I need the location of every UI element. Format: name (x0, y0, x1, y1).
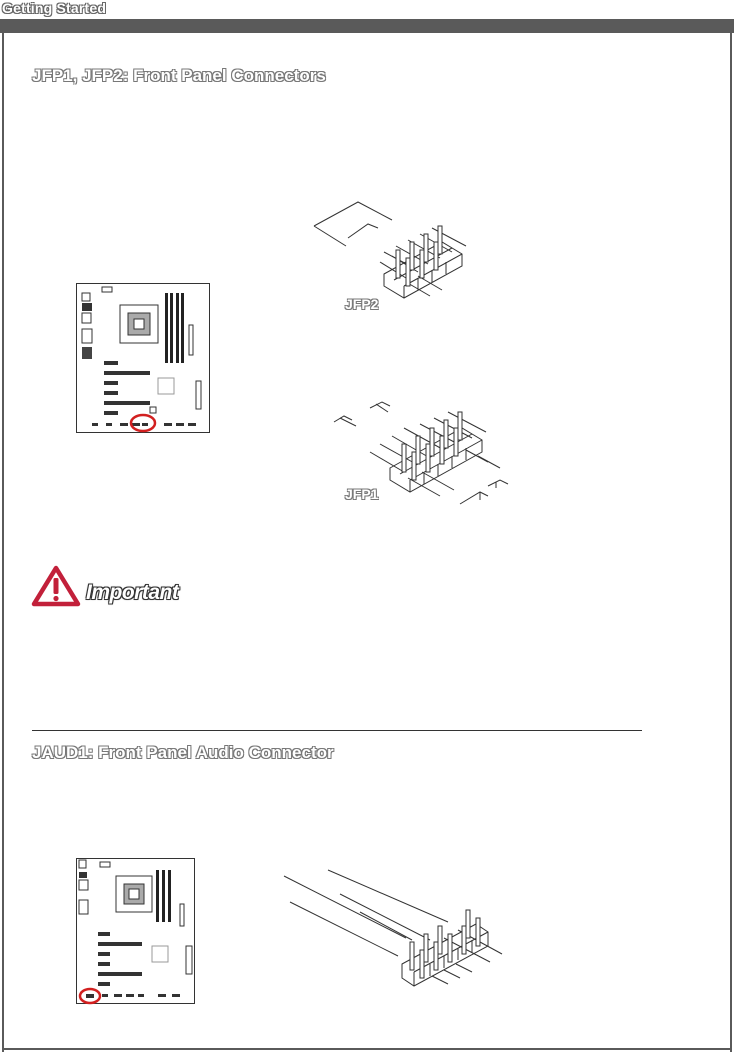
warning-triangle-icon (31, 565, 81, 607)
jaud1-connector-diagram (280, 868, 510, 998)
jfp1-label: JFP1 (345, 486, 379, 502)
page-frame-right (730, 33, 732, 1052)
chapter-label: Getting Started (2, 0, 107, 16)
header-bar (0, 19, 734, 33)
jfp2-connector-diagram (310, 196, 490, 306)
motherboard-diagram-top (76, 283, 210, 433)
section-title-audio: JAUD1: Front Panel Audio Connector (32, 743, 334, 762)
section-divider (32, 730, 642, 731)
jfp2-label: JFP2 (345, 296, 379, 312)
important-label: Important (86, 581, 179, 604)
motherboard-diagram-bottom (76, 858, 195, 1004)
section-title-front-panel: JFP1, JFP2: Front Panel Connectors (32, 66, 326, 85)
page-frame-bottom (2, 1048, 732, 1050)
page-frame-left (2, 33, 4, 1052)
